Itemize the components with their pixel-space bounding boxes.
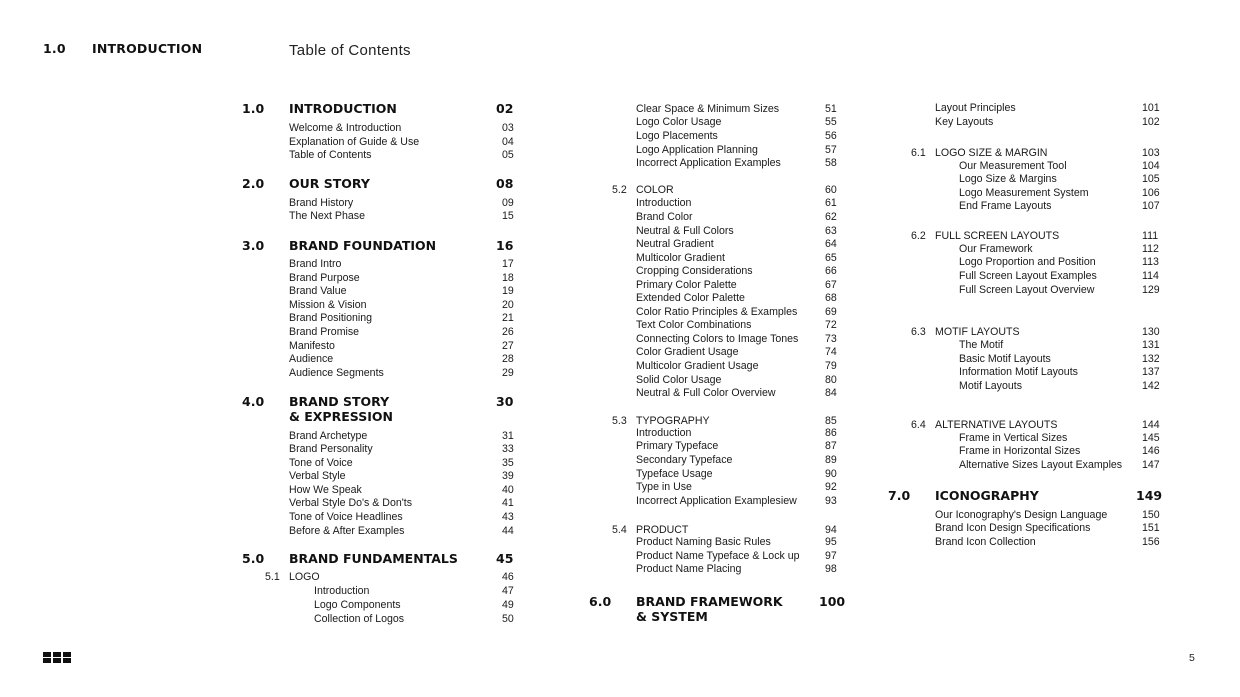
toc-entry-label: Logo Application Planning: [636, 144, 758, 156]
toc-entry-label: Tone of Voice Headlines: [289, 511, 403, 523]
toc-subsection-title[interactable]: ALTERNATIVE LAYOUTS: [935, 419, 1058, 431]
toc-entry-label: Frame in Vertical Sizes: [959, 432, 1068, 444]
toc-entry-page: 67: [825, 279, 837, 291]
toc-section-title[interactable]: BRAND STORY: [289, 394, 390, 409]
toc-section-title-line2[interactable]: & SYSTEM: [636, 609, 708, 624]
toc-entry-page: 49: [502, 599, 514, 611]
toc-section-page: 45: [496, 551, 514, 566]
toc-entry-label: Before & After Examples: [289, 525, 405, 537]
toc-section-number: 3.0: [242, 238, 265, 253]
toc-entry-label: Neutral & Full Color Overview: [636, 387, 776, 399]
toc-subsection-title[interactable]: LOGO: [289, 571, 320, 583]
toc-subsection-title[interactable]: LOGO SIZE & MARGIN: [935, 147, 1048, 159]
toc-entry-label: Clear Space & Minimum Sizes: [636, 103, 780, 115]
toc-entry-page: 72: [825, 319, 837, 331]
toc-entry-page: 66: [825, 265, 837, 277]
toc-entry-page: 56: [825, 130, 837, 142]
toc-subsection-page: 130: [1142, 326, 1160, 338]
toc-subsection-number: 5.1: [265, 571, 280, 583]
toc-entry-page: 113: [1142, 256, 1159, 268]
toc-subsection-page: 85: [825, 415, 837, 427]
toc-entry-label: Connecting Colors to Image Tones: [636, 333, 799, 345]
toc-subsection-title[interactable]: FULL SCREEN LAYOUTS: [935, 230, 1060, 242]
toc-entry-page: 68: [825, 292, 837, 304]
header-section-title: INTRODUCTION: [92, 41, 203, 56]
toc-entry-page: 95: [825, 536, 837, 548]
toc-entry-page: 65: [825, 252, 837, 264]
toc-entry-label: Brand Personality: [289, 443, 373, 455]
toc-entry-label: Verbal Style Do's & Don'ts: [289, 497, 412, 509]
toc-entry-page: 80: [825, 374, 837, 386]
toc-section-title-line2[interactable]: & EXPRESSION: [289, 409, 393, 424]
toc-section-number: 6.0: [589, 594, 612, 609]
toc-subsection-number: 6.4: [911, 419, 926, 431]
page-number: 5: [1189, 652, 1195, 664]
toc-entry-page: 73: [825, 333, 837, 345]
toc-entry-page: 29: [502, 367, 514, 379]
toc-entry-page: 64: [825, 238, 837, 250]
toc-entry-label: Secondary Typeface: [636, 454, 733, 466]
toc-entry-label: Brand Purpose: [289, 272, 360, 284]
toc-section-title[interactable]: ICONOGRAPHY: [935, 488, 1039, 503]
toc-entry-page: 03: [502, 122, 514, 134]
toc-entry-label: Logo Components: [314, 599, 401, 611]
toc-entry-page: 33: [502, 443, 514, 455]
toc-entry-label: Introduction: [636, 197, 692, 209]
toc-entry-page: 55: [825, 116, 837, 128]
toc-subsection-number: 6.3: [911, 326, 926, 338]
toc-entry-page: 86: [825, 427, 837, 439]
toc-entry-label: Text Color Combinations: [636, 319, 752, 331]
toc-entry-page: 90: [825, 468, 837, 480]
toc-entry-label: Our Iconography's Design Language: [935, 509, 1108, 521]
toc-entry-page: 44: [502, 525, 514, 537]
toc-section-page: 100: [819, 594, 846, 609]
toc-entry-page: 35: [502, 457, 514, 469]
toc-section-page: 02: [496, 101, 514, 116]
toc-entry-page: 145: [1142, 432, 1160, 444]
toc-entry-page: 87: [825, 440, 837, 452]
toc-entry-page: 39: [502, 470, 514, 482]
toc-entry-page: 104: [1142, 160, 1160, 172]
toc-entry-label: Brand Archetype: [289, 430, 368, 442]
toc-entry-page: 17: [502, 258, 514, 270]
toc-entry-label: Explanation of Guide & Use: [289, 135, 420, 148]
toc-entry-label: Brand Positioning: [289, 312, 373, 324]
toc-subsection-page: 60: [825, 184, 837, 196]
toc-entry-label: Introduction: [636, 427, 692, 439]
toc-entry-label: Color Gradient Usage: [636, 346, 739, 358]
toc-entry-page: 132: [1142, 353, 1160, 365]
toc-entry-page: 58: [825, 157, 837, 169]
toc-entry-label: Logo Color Usage: [636, 116, 722, 128]
toc-subsection-title[interactable]: MOTIF LAYOUTS: [935, 326, 1020, 338]
toc-subsection-page: 94: [825, 524, 837, 536]
toc-entry-label: Multicolor Gradient Usage: [636, 360, 759, 372]
toc-entry-label: Primary Color Palette: [636, 279, 737, 291]
toc-entry-label: Product Name Typeface & Lock up: [636, 550, 800, 562]
toc-entry-label: Layout Principles: [935, 102, 1016, 114]
toc-entry-page: 107: [1142, 200, 1160, 212]
toc-entry-page: 62: [825, 211, 837, 223]
toc-section-title[interactable]: INTRODUCTION: [289, 101, 397, 116]
toc-entry-label: Cropping Considerations: [636, 265, 753, 277]
toc-entry-page: 27: [502, 340, 514, 352]
toc-entry-label: Product Naming Basic Rules: [636, 536, 771, 548]
page-title: Table of Contents: [289, 42, 411, 59]
toc-section-number: 2.0: [242, 176, 265, 191]
toc-entry-page: 101: [1142, 102, 1160, 114]
toc-entry-page: 51: [825, 103, 837, 115]
toc-entry-label: Neutral Gradient: [636, 238, 714, 250]
toc-entry-page: 26: [502, 326, 514, 338]
toc-entry-label: Mission & Vision: [289, 299, 367, 311]
toc-entry-label: Product Name Placing: [636, 563, 742, 575]
header-section-number: 1.0: [43, 41, 66, 56]
toc-entry-label: Brand Intro: [289, 258, 342, 270]
toc-subsection-page: 111: [1142, 230, 1159, 242]
toc-entry-page: 98: [825, 563, 837, 575]
toc-entry-page: 20: [502, 299, 514, 311]
toc-entry-label: Welcome & Introduction: [289, 122, 402, 134]
toc-entry-page: 19: [502, 285, 514, 297]
toc-entry-label: Logo Size & Margins: [959, 173, 1057, 185]
toc-entry-page: 28: [502, 353, 514, 365]
toc-entry-label: Information Motif Layouts: [959, 366, 1078, 378]
toc-subsection-page: 103: [1142, 147, 1160, 159]
toc-subsection-page: 144: [1142, 419, 1160, 431]
toc-entry-page: 04: [502, 135, 514, 148]
toc-entry-page: 63: [825, 225, 837, 237]
toc-section-page: 149: [1136, 488, 1163, 503]
toc-entry-label: Logo Placements: [636, 130, 718, 142]
toc-entry-page: 106: [1142, 187, 1160, 199]
toc-entry-page: 50: [502, 613, 514, 625]
toc-entry-label: Basic Motif Layouts: [959, 353, 1051, 365]
toc-subsection-number: 5.4: [612, 524, 627, 536]
toc-section-title[interactable]: BRAND FRAMEWORK: [636, 594, 783, 609]
toc-entry-page: 89: [825, 454, 837, 466]
toc-entry-page: 61: [825, 197, 837, 209]
toc-entry-page: 40: [502, 484, 514, 496]
toc-entry-label: Logo Measurement System: [959, 187, 1089, 199]
toc-entry-label: Our Measurement Tool: [959, 160, 1067, 172]
toc-entry-page: 102: [1142, 116, 1160, 128]
toc-entry-page: 47: [502, 585, 514, 597]
toc-entry-label: Table of Contents: [289, 149, 372, 161]
toc-entry-label: Brand Color: [636, 211, 693, 223]
toc-entry-label: Introduction: [314, 585, 370, 597]
toc-entry-page: 129: [1142, 284, 1160, 296]
toc-subsection-number: 5.2: [612, 184, 627, 196]
toc-entry-page: 97: [825, 550, 837, 562]
toc-entry-label: Verbal Style: [289, 470, 346, 482]
toc-entry-label: Full Screen Layout Examples: [959, 270, 1097, 282]
toc-entry-label: Brand Promise: [289, 326, 360, 338]
toc-section-title[interactable]: OUR STORY: [289, 176, 370, 191]
toc-entry-label: Manifesto: [289, 340, 335, 352]
toc-subsection-number: 6.2: [911, 230, 926, 242]
toc-entry-page: 156: [1142, 536, 1160, 548]
toc-entry-label: Logo Proportion and Position: [959, 256, 1096, 268]
toc-entry-page: 74: [825, 346, 837, 358]
toc-entry-page: 105: [1142, 173, 1160, 185]
toc-entry-label: Multicolor Gradient: [636, 252, 725, 264]
toc-subsection-title[interactable]: COLOR: [636, 184, 674, 196]
toc-entry-page: 57: [825, 144, 837, 156]
toc-section-number: 7.0: [888, 488, 911, 503]
toc-entry-label: Color Ratio Principles & Examples: [636, 306, 798, 318]
toc-entry-page: 41: [502, 497, 514, 509]
toc-section-title[interactable]: BRAND FUNDAMENTALS: [289, 551, 458, 566]
toc-entry-label: Collection of Logos: [314, 613, 405, 625]
toc-entry-label: Solid Color Usage: [636, 374, 722, 386]
toc-subsection-page: 46: [502, 571, 514, 583]
toc-entry-page: 114: [1142, 270, 1159, 282]
toc-entry-label: The Motif: [959, 339, 1004, 351]
toc-entry-label: Brand Icon Collection: [935, 536, 1036, 548]
toc-section-title[interactable]: BRAND FOUNDATION: [289, 238, 437, 253]
toc-entry-page: 79: [825, 360, 837, 372]
toc-entry-label: Brand Icon Design Specifications: [935, 522, 1091, 534]
toc-entry-label: Audience: [289, 353, 334, 365]
toc-section-number: 5.0: [242, 551, 265, 566]
toc-entry-page: 84: [825, 387, 837, 399]
toc-section-number: 1.0: [242, 101, 265, 116]
toc-entry-page: 147: [1142, 459, 1160, 471]
toc-entry-label: Incorrect Application Examples: [636, 157, 781, 169]
toc-entry-page: 131: [1142, 339, 1160, 351]
toc-entry-label: Full Screen Layout Overview: [959, 284, 1095, 296]
toc-entry-label: Frame in Horizontal Sizes: [959, 445, 1081, 457]
toc-entry-label: How We Speak: [289, 484, 362, 496]
toc-entry-page: 112: [1142, 243, 1159, 255]
toc-entry-label: Typeface Usage: [636, 468, 713, 480]
toc-subsection-number: 6.1: [911, 147, 926, 159]
toc-entry-label: Neutral & Full Colors: [636, 225, 734, 237]
toc-entry-page: 09: [502, 197, 514, 209]
toc-entry-page: 18: [502, 272, 514, 284]
toc-entry-label: Incorrect Application Examplesiew: [636, 495, 797, 507]
toc-entry-page: 21: [502, 312, 514, 324]
toc-entry-label: Audience Segments: [289, 367, 384, 379]
toc-entry-label: Tone of Voice: [289, 457, 353, 469]
toc-entry-label: Motif Layouts: [959, 380, 1023, 392]
toc-entry-page: 31: [502, 430, 514, 442]
toc-entry-label: The Next Phase: [289, 210, 365, 222]
toc-section-page: 30: [496, 394, 514, 409]
toc-entry-label: Brand History: [289, 197, 354, 209]
toc-entry-page: 151: [1142, 522, 1160, 534]
toc-entry-label: Type in Use: [636, 481, 692, 493]
toc-entry-label: Our Framework: [959, 243, 1033, 255]
toc-entry-page: 92: [825, 481, 837, 493]
toc-entry-page: 43: [502, 511, 514, 523]
toc-entry-page: 142: [1142, 380, 1160, 392]
toc-subsection-title[interactable]: PRODUCT: [636, 524, 689, 536]
toc-entry-label: Extended Color Palette: [636, 292, 745, 304]
toc-entry-label: End Frame Layouts: [959, 200, 1052, 212]
toc-entry-page: 69: [825, 306, 837, 318]
toc-subsection-number: 5.3: [612, 415, 627, 427]
toc-entry-label: Alternative Sizes Layout Examples: [959, 459, 1123, 471]
toc-section-page: 16: [496, 238, 514, 253]
toc-entry-page: 05: [502, 149, 514, 161]
toc-section-number: 4.0: [242, 394, 265, 409]
toc-subsection-title[interactable]: TYPOGRAPHY: [636, 415, 710, 427]
toc-entry-label: Key Layouts: [935, 116, 994, 128]
toc-entry-label: Primary Typeface: [636, 440, 719, 452]
brand-logo-icon: [43, 652, 71, 663]
toc-entry-page: 15: [502, 210, 514, 222]
toc-entry-page: 93: [825, 495, 837, 507]
toc-entry-page: 137: [1142, 366, 1160, 378]
toc-entry-page: 150: [1142, 509, 1160, 521]
toc-section-page: 08: [496, 176, 514, 191]
toc-entry-page: 146: [1142, 445, 1160, 457]
toc-entry-label: Brand Value: [289, 285, 347, 297]
